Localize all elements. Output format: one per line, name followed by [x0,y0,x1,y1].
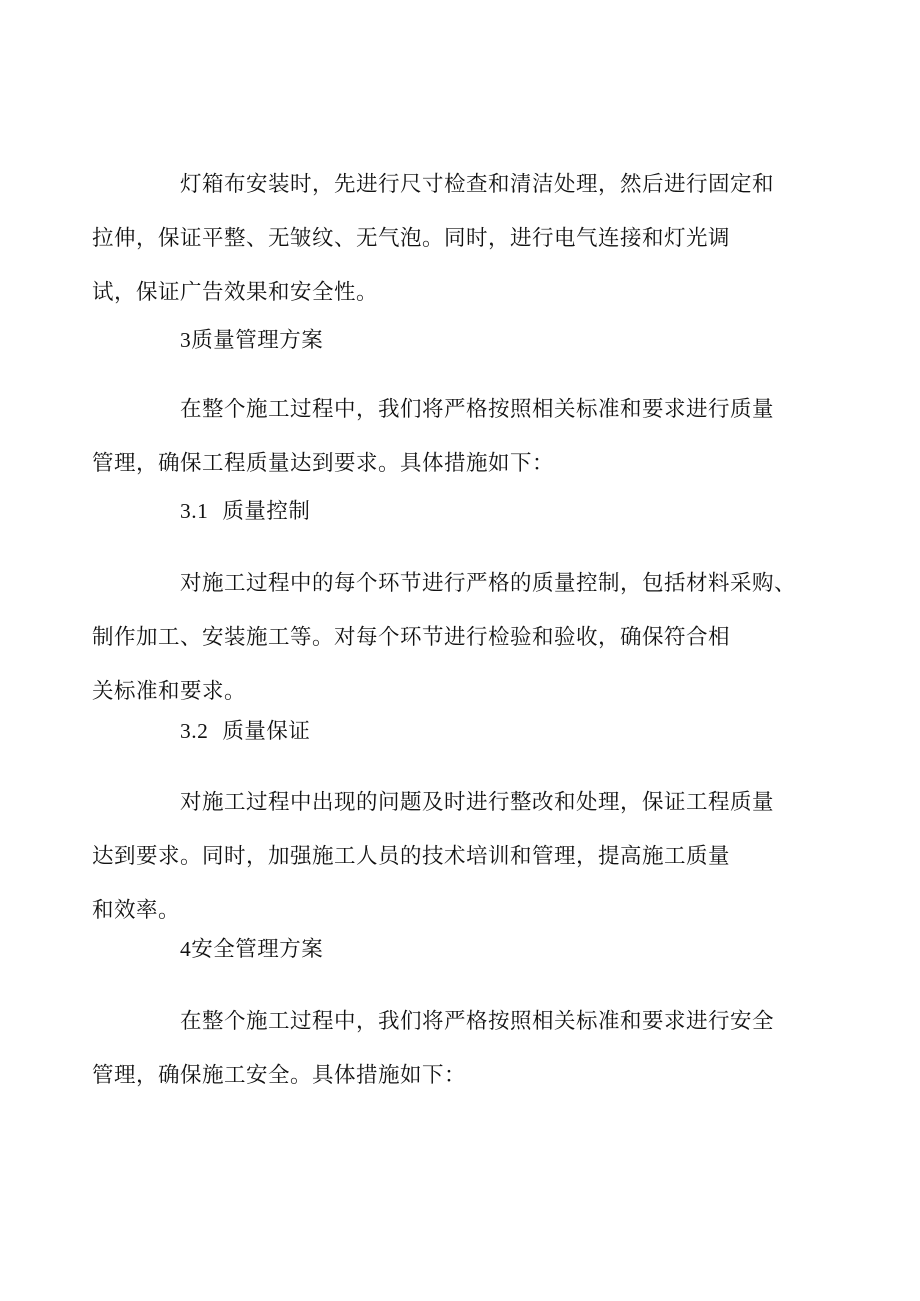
heading-safety-management [180,922,323,977]
heading-number: 4 [180,937,192,961]
heading-number: 3.1 [180,499,209,523]
heading-title: 质量保证 [222,719,311,744]
text-line: 达到要求。同时，加强施工人员的技术培训和管理，提高施工质量 [92,844,731,869]
heading-quality-management [180,313,323,368]
paragraph-safety-intro [92,995,804,1103]
text-line: 在整个施工过程中，我们将严格按照相关标准和要求进行安全 [180,1009,775,1034]
text-line: 和效率。 [92,898,181,923]
paragraph-lightbox-installation [92,158,804,320]
text-line: 拉伸，保证平整、无皱纹、无气泡。同时，进行电气连接和灯光调 [92,226,731,251]
heading-quality-assurance [180,704,310,759]
text-line: 管理，确保施工安全。具体措施如下： [92,1063,467,1088]
paragraph-quality-control [92,557,804,719]
heading-title: 质量控制 [222,499,311,524]
heading-number: 3 [180,328,192,352]
text-line: 对施工过程中的每个环节进行严格的质量控制，包括材料采购、 [180,571,797,596]
text-line: 灯箱布安装时，先进行尺寸检查和清洁处理，然后进行固定和 [180,172,775,197]
text-line: 在整个施工过程中，我们将严格按照相关标准和要求进行质量 [180,397,775,422]
text-line: 管理，确保工程质量达到要求。具体措施如下： [92,451,555,476]
text-line: 对施工过程中出现的问题及时进行整改和处理，保证工程质量 [180,790,775,815]
text-line: 关标准和要求。 [92,679,247,704]
paragraph-quality-intro [92,383,804,491]
text-line: 制作加工、安装施工等。对每个环节进行检验和验收，确保符合相 [92,625,731,650]
heading-title: 安全管理方案 [191,937,324,962]
heading-number: 3.2 [180,719,209,743]
heading-quality-control [180,484,310,539]
heading-title: 质量管理方案 [191,328,324,353]
paragraph-quality-assurance [92,776,804,938]
text-line: 试，保证广告效果和安全性。 [92,280,379,305]
